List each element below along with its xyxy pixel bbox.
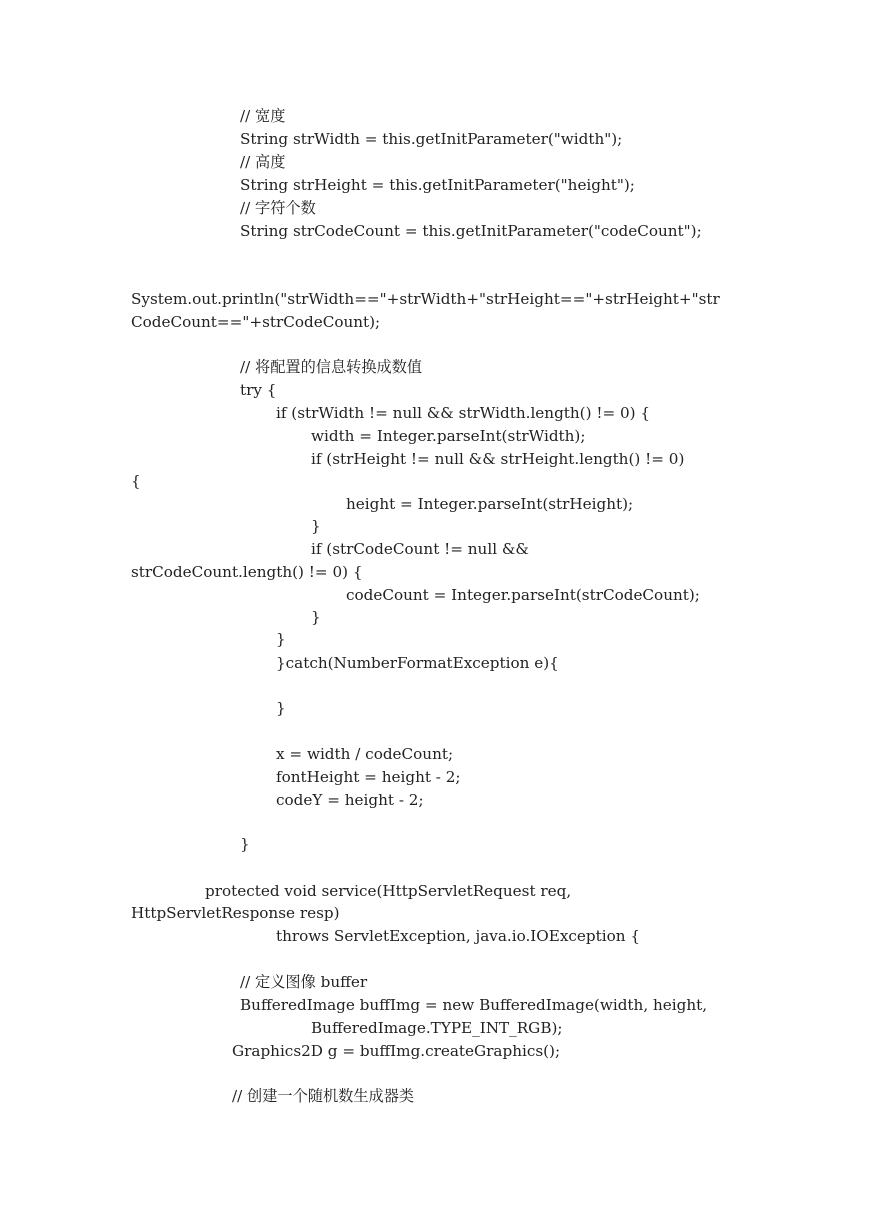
code-line: String strWidth = this.getInitParameter("width");	[240, 130, 623, 148]
code-line: codeCount = Integer.parseInt(strCodeCount);	[346, 586, 700, 604]
code-line: // 定义图像 buffer	[240, 973, 368, 991]
code-line: // 将配置的信息转换成数值	[240, 358, 423, 376]
code-line: }	[276, 699, 286, 717]
code-line: CodeCount=="+strCodeCount);	[131, 313, 381, 331]
code-line: // 字符个数	[240, 199, 316, 217]
code-line: x = width / codeCount;	[276, 745, 454, 763]
code-line: // 创建一个随机数生成器类	[232, 1087, 415, 1105]
code-line: width = Integer.parseInt(strWidth);	[311, 427, 586, 445]
code-line: fontHeight = height - 2;	[276, 768, 461, 786]
code-line: }catch(NumberFormatException e){	[276, 654, 559, 672]
code-line: }	[276, 630, 286, 648]
code-line: {	[131, 472, 141, 490]
code-line: }	[240, 835, 250, 853]
code-line: BufferedImage.TYPE_INT_RGB);	[311, 1019, 563, 1037]
code-line: height = Integer.parseInt(strHeight);	[346, 495, 634, 513]
code-line: Graphics2D g = buffImg.createGraphics();	[232, 1042, 561, 1060]
code-line: codeY = height - 2;	[276, 791, 424, 809]
code-line: BufferedImage buffImg = new BufferedImage(width, height,	[240, 996, 708, 1014]
code-line: }	[311, 517, 321, 535]
code-line: String strHeight = this.getInitParameter("height");	[240, 176, 635, 194]
code-line: String strCodeCount = this.getInitParameter("codeCount");	[240, 222, 702, 240]
code-line: strCodeCount.length() != 0) {	[131, 563, 363, 581]
code-line: if (strWidth != null && strWidth.length() != 0) {	[276, 404, 651, 422]
code-line: // 高度	[240, 153, 286, 171]
code-line: try {	[240, 381, 277, 399]
code-line: throws ServletException, java.io.IOException {	[276, 927, 640, 945]
code-line: }	[311, 608, 321, 626]
code-line: HttpServletResponse resp)	[131, 904, 340, 922]
code-line: // 宽度	[240, 107, 286, 125]
code-line: protected void service(HttpServletRequest req,	[205, 882, 572, 900]
code-line: System.out.println("strWidth=="+strWidth+"strHeight=="+strHeight+"str	[131, 290, 720, 308]
code-line: if (strCodeCount != null &&	[311, 540, 529, 558]
code-line: if (strHeight != null && strHeight.length() != 0)	[311, 450, 685, 468]
